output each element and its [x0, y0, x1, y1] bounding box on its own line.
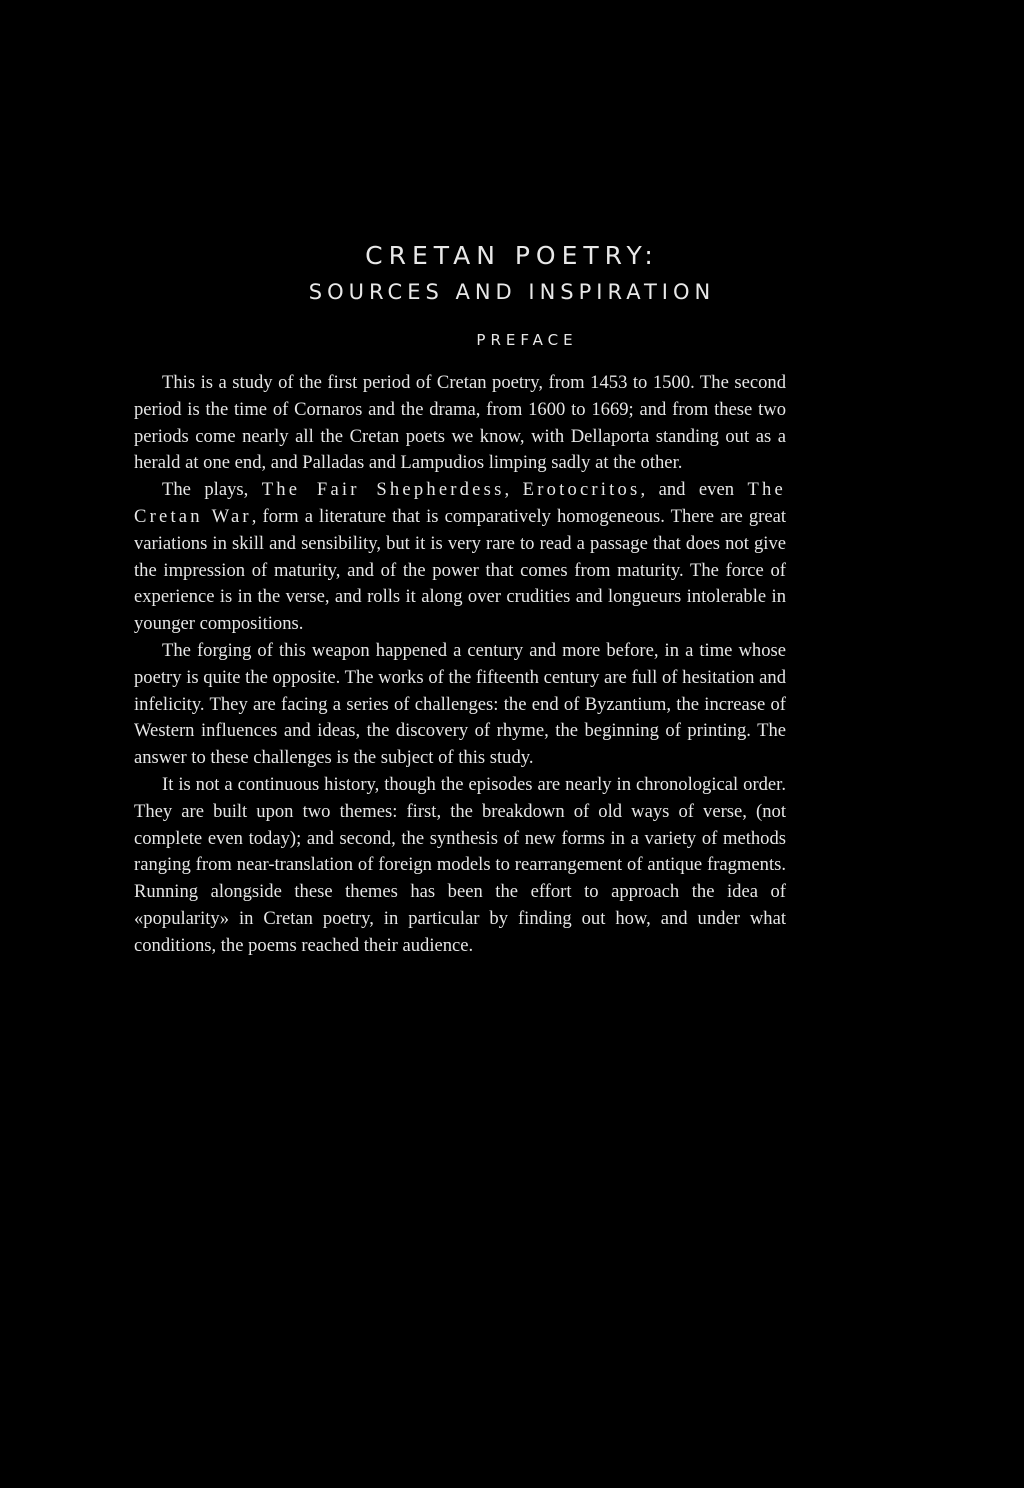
paragraph-text: It is not a continuous history, though the episodes are nearly in chronological order. They are built upon two themes: first, the breakdown of old ways of verse, (not complete even today); and second, the synthesis of new forms in a variety of methods ranging from near-translation of foreign models to rearrangement of antique fragments. Running alongside these themes has been the effort to approach the idea of «popularity» in Cretan poetry, in particular by finding out how, and under what conditions, the poems reached their audience.	[134, 773, 786, 956]
paragraph-text: The forging of this weapon happened a century and more before, in a time whose poetry is quite the opposite. The works of the fifteenth century are full of hesitation and infelicity. They are facing a series of challenges: the end of Byzantium, the increase of Western influences and ideas, the discovery of rhyme, the beginning of printing. The answer to these challenges is the subject of this study.	[134, 639, 786, 769]
separator: , and even	[640, 479, 748, 501]
section-heading: PREFACE	[476, 331, 578, 349]
paragraph-3	[134, 638, 786, 772]
book-title: CRETAN POETRY:	[365, 241, 659, 270]
play-title: Erotocritos	[522, 479, 641, 501]
play-title: The Cretan War	[134, 479, 786, 527]
separator: ,	[504, 479, 523, 501]
paragraph-intro: The plays,	[162, 479, 262, 501]
book-subtitle: SOURCES AND INSPIRATION	[308, 280, 716, 304]
paragraph-text: This is a study of the first period of Cretan poetry, from 1453 to 1500. The second period is the time of Cornaros and the drama, from 1600 to 1669; and from these two periods come nearly all the Cretan poets we know, with Dellaporta standing out as a herald at one end, and Palladas and Lampudios limping sadly at the other.	[134, 372, 786, 474]
paragraph-4	[134, 772, 786, 960]
paragraph-text: , form a literature that is comparatively homogeneous. There are great variations in skill and sensibility, but it is very rare to read a passage that does not give the impression of maturity, and of the power that comes from maturity. The force of experience is in the verse, and rolls it along over crudities and longueurs intolerable in younger compositions.	[134, 505, 786, 635]
play-title: The Fair Shepherdess	[261, 479, 505, 501]
paragraph-1	[134, 370, 786, 477]
paragraph-2	[134, 477, 786, 638]
body-text	[134, 370, 786, 960]
